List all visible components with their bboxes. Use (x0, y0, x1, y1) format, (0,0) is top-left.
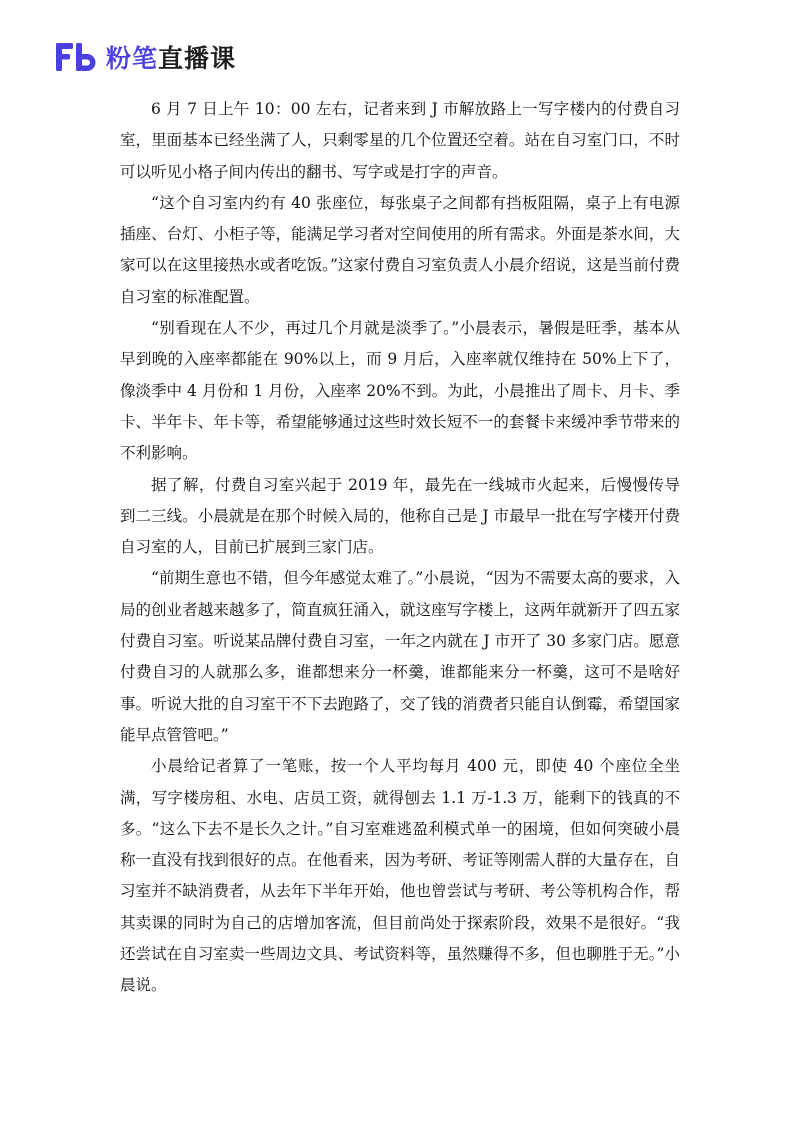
article-paragraph: 小晨给记者算了一笔账，按一个人平均每月 400 元，即使 40 个座位全坐满，写字楼房租、水电、店员工资，就得刨去 1.1 万-1.3 万，能剩下的钱真的不多。“这么下去不是长久之计。”自习室难逃盈利模式单一的困境，但如何突破小晨称一直没有找到很好的点。在他看来，因为考研、考证等刚需人群的大量存在，自习室并不缺消费者，从去年下半年开始，他也曾尝试与考研、考公等机构合作，帮其卖课的同时为自己的店增加客流，但目前尚处于探索阶段，效果不是很好。“我还尝试在自习室卖一些周边文具、考试资料等，虽然赚得不多，但也聊胜于无。”小晨说。 (120, 757, 680, 995)
article-paragraph: “前期生意也不错，但今年感觉太难了。”小晨说，“因为不需要太高的要求，入局的创业者越来越多了，简直疯狂涌入，就这座写字楼上，这两年就新开了四五家付费自习室。听说某品牌付费自习室，一年之内就在 J 市开了 30 多家门店。愿意付费自习的人就那么多，谁都想来分一杯羹，谁都能来分一杯羹，这可不是啥好事。听说大批的自习室干不下去跑路了，交了钱的消费者只能自认倒霉，希望国家能早点管管吧。” (120, 569, 680, 744)
article-paragraph: “别看现在人不少，再过几个月就是淡季了。”小晨表示，暑假是旺季，基本从早到晚的入座率都能在 90%以上，而 9 月后，入座率就仅维持在 50%上下了，像淡季中 4 月份和 1 月份，入座率 20%不到。为此，小晨推出了周卡、月卡、季卡、半年卡、年卡等，希望能够通过这些时效长短不一的套餐卡来缓冲季节带来的不利影响。 (120, 319, 680, 463)
article-paragraph: 据了解，付费自习室兴起于 2019 年，最先在一线城市火起来，后慢慢传导到二三线。小晨就是在那个时候入局的，他称自己是 J 市最早一批在写字楼开付费自习室的人，目前已扩展到三家门店。 (120, 475, 680, 557)
brand-name-part2: 直播课 (158, 44, 237, 73)
fenbi-logo-icon (54, 40, 98, 74)
brand-name (106, 39, 236, 75)
brand-header (54, 38, 236, 76)
brand-name-part1: 粉笔 (106, 44, 159, 73)
article-body (120, 94, 680, 1002)
article-paragraph: 6 月 7 日上午 10：00 左右，记者来到 J 市解放路上一写字楼内的付费自习室，里面基本已经坐满了人，只剩零星的几个位置还空着。站在自习室门口，不时可以听见小格子间内传出的翻书、写字或是打字的声音。 (120, 100, 680, 181)
article-paragraph: “这个自习室内约有 40 张座位，每张桌子之间都有挡板阻隔，桌子上有电源插座、台灯、小柜子等，能满足学习者对空间使用的所有需求。外面是茶水间，大家可以在这里接热水或者吃饭。”这家付费自习室负责人小晨介绍说，这是当前付费自习室的标准配置。 (120, 193, 680, 306)
